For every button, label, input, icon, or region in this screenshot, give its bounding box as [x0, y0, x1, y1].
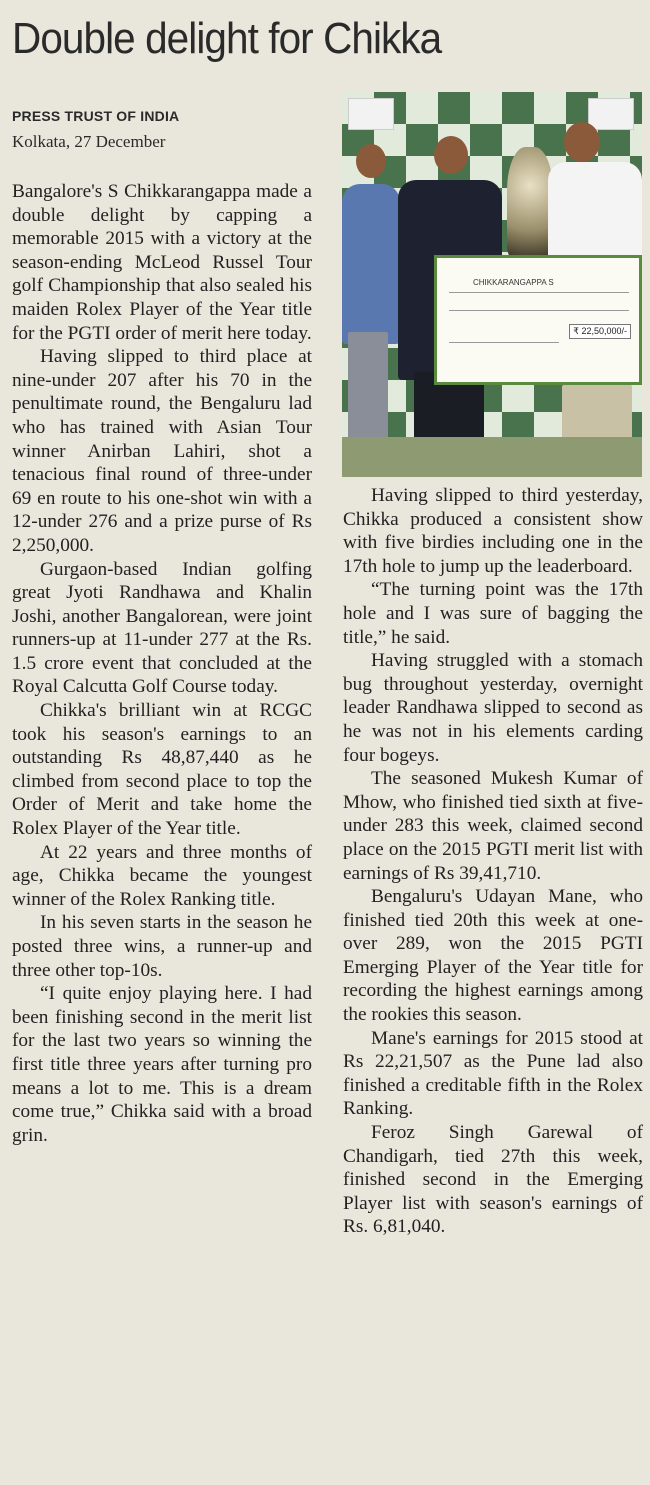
- paragraph: At 22 years and three months of age, Chikka became the youngest winner of the Rolex Ranking title.: [12, 841, 312, 910]
- photo-floor: [342, 437, 642, 477]
- paragraph: The seasoned Mukesh Kumar of Mhow, who finished tied sixth at five-under 283 this week, claimed second place on the 2015 PGTI merit list with earnings of Rs 39,41,710.: [343, 768, 643, 884]
- trophy-image: [507, 147, 553, 257]
- sponsor-logo-left: [348, 98, 394, 130]
- paragraph: Mane's earnings for 2015 stood at Rs 22,21,507 as the Pune lad also finished a creditable fifth in the Rolex Ranking.: [343, 1027, 643, 1120]
- cheque-line: [449, 342, 559, 343]
- article-column-2: [343, 484, 643, 1239]
- paragraph: Bangalore's S Chikkarangappa made a double delight by capping a memorable 2015 with a victory at the season-ending McLeod Russel Tour golf Championship that also sealed his maiden Rolex Player of the Year title for the PGTI order of merit here today.: [12, 181, 312, 344]
- dateline: Kolkata, 27 December: [12, 132, 166, 151]
- paragraph: “The turning point was the 17th hole and I was sure of bagging the title,” he said.: [343, 579, 643, 648]
- article-photo: [342, 92, 642, 477]
- paragraph: Gurgaon-based Indian golfing great Jyoti Randhawa and Khalin Joshi, another Bangalorean, were joint runners-up at 11-under 277 at the Rs. 1.5 crore event that concluded at the Royal Calcutta Golf Course today.: [12, 558, 312, 698]
- prize-cheque: [434, 255, 642, 385]
- paragraph: Having slipped to third place at nine-under 207 after his 70 in the penultimate round, the Bengaluru lad who has trained with Asian Tour winner Anirban Lahiri, shot a tenacious final round of three-under 69 en route to his one-shot win with a 12-under 276 and a prize purse of Rs 2,250,000.: [12, 346, 312, 556]
- person-right-head: [564, 122, 600, 162]
- sponsor-logo-right: [588, 98, 634, 130]
- person-right: [548, 162, 642, 262]
- agency-byline: PRESS TRUST OF INDIA: [12, 108, 180, 124]
- person-left: [342, 184, 400, 344]
- person-left-head: [356, 144, 386, 178]
- cheque-line: [449, 310, 629, 311]
- paragraph: Bengaluru's Udayan Mane, who finished tied 20th this week at one-over 289, won the 2015 PGTI Emerging Player of the Year title for recording the highest earnings among the rookies this season.: [343, 886, 643, 1026]
- person-middle-head: [434, 136, 468, 174]
- person-left-legs: [348, 332, 388, 452]
- cheque-line: [449, 292, 629, 293]
- paragraph: Chikka's brilliant win at RCGC took his season's earnings to an outstanding Rs 48,87,440 as he climbed from second place to top the Order of Merit and take home the Rolex Player of the Year title.: [12, 700, 312, 840]
- paragraph: Having slipped to third yesterday, Chikka produced a consistent show with five birdies including one in the 17th hole to jump up the leaderboard.: [343, 485, 643, 577]
- paragraph: In his seven starts in the season he posted three wins, a runner-up and three other top-10s.: [12, 912, 312, 981]
- paragraph: “I quite enjoy playing here. I had been finishing second in the merit list for the last two years so winning the first title three years after turning pro means a lot to me. This is a dream come true,” Chikka said with a broad grin.: [12, 983, 312, 1146]
- headline: Double delight for Chikka: [12, 14, 442, 63]
- cheque-amount: ₹ 22,50,000/-: [569, 324, 631, 339]
- paragraph: Feroz Singh Garewal of Chandigarh, tied 27th this week, finished second in the Emerging Player list with season's earnings of Rs. 6,81,040.: [343, 1122, 643, 1238]
- paragraph: Having struggled with a stomach bug throughout yesterday, overnight leader Randhawa slipped to second as he was not in his elements carding four bogeys.: [343, 650, 643, 766]
- article-column-1: [12, 180, 312, 1147]
- cheque-payee: CHIKKARANGAPPA S: [473, 278, 554, 287]
